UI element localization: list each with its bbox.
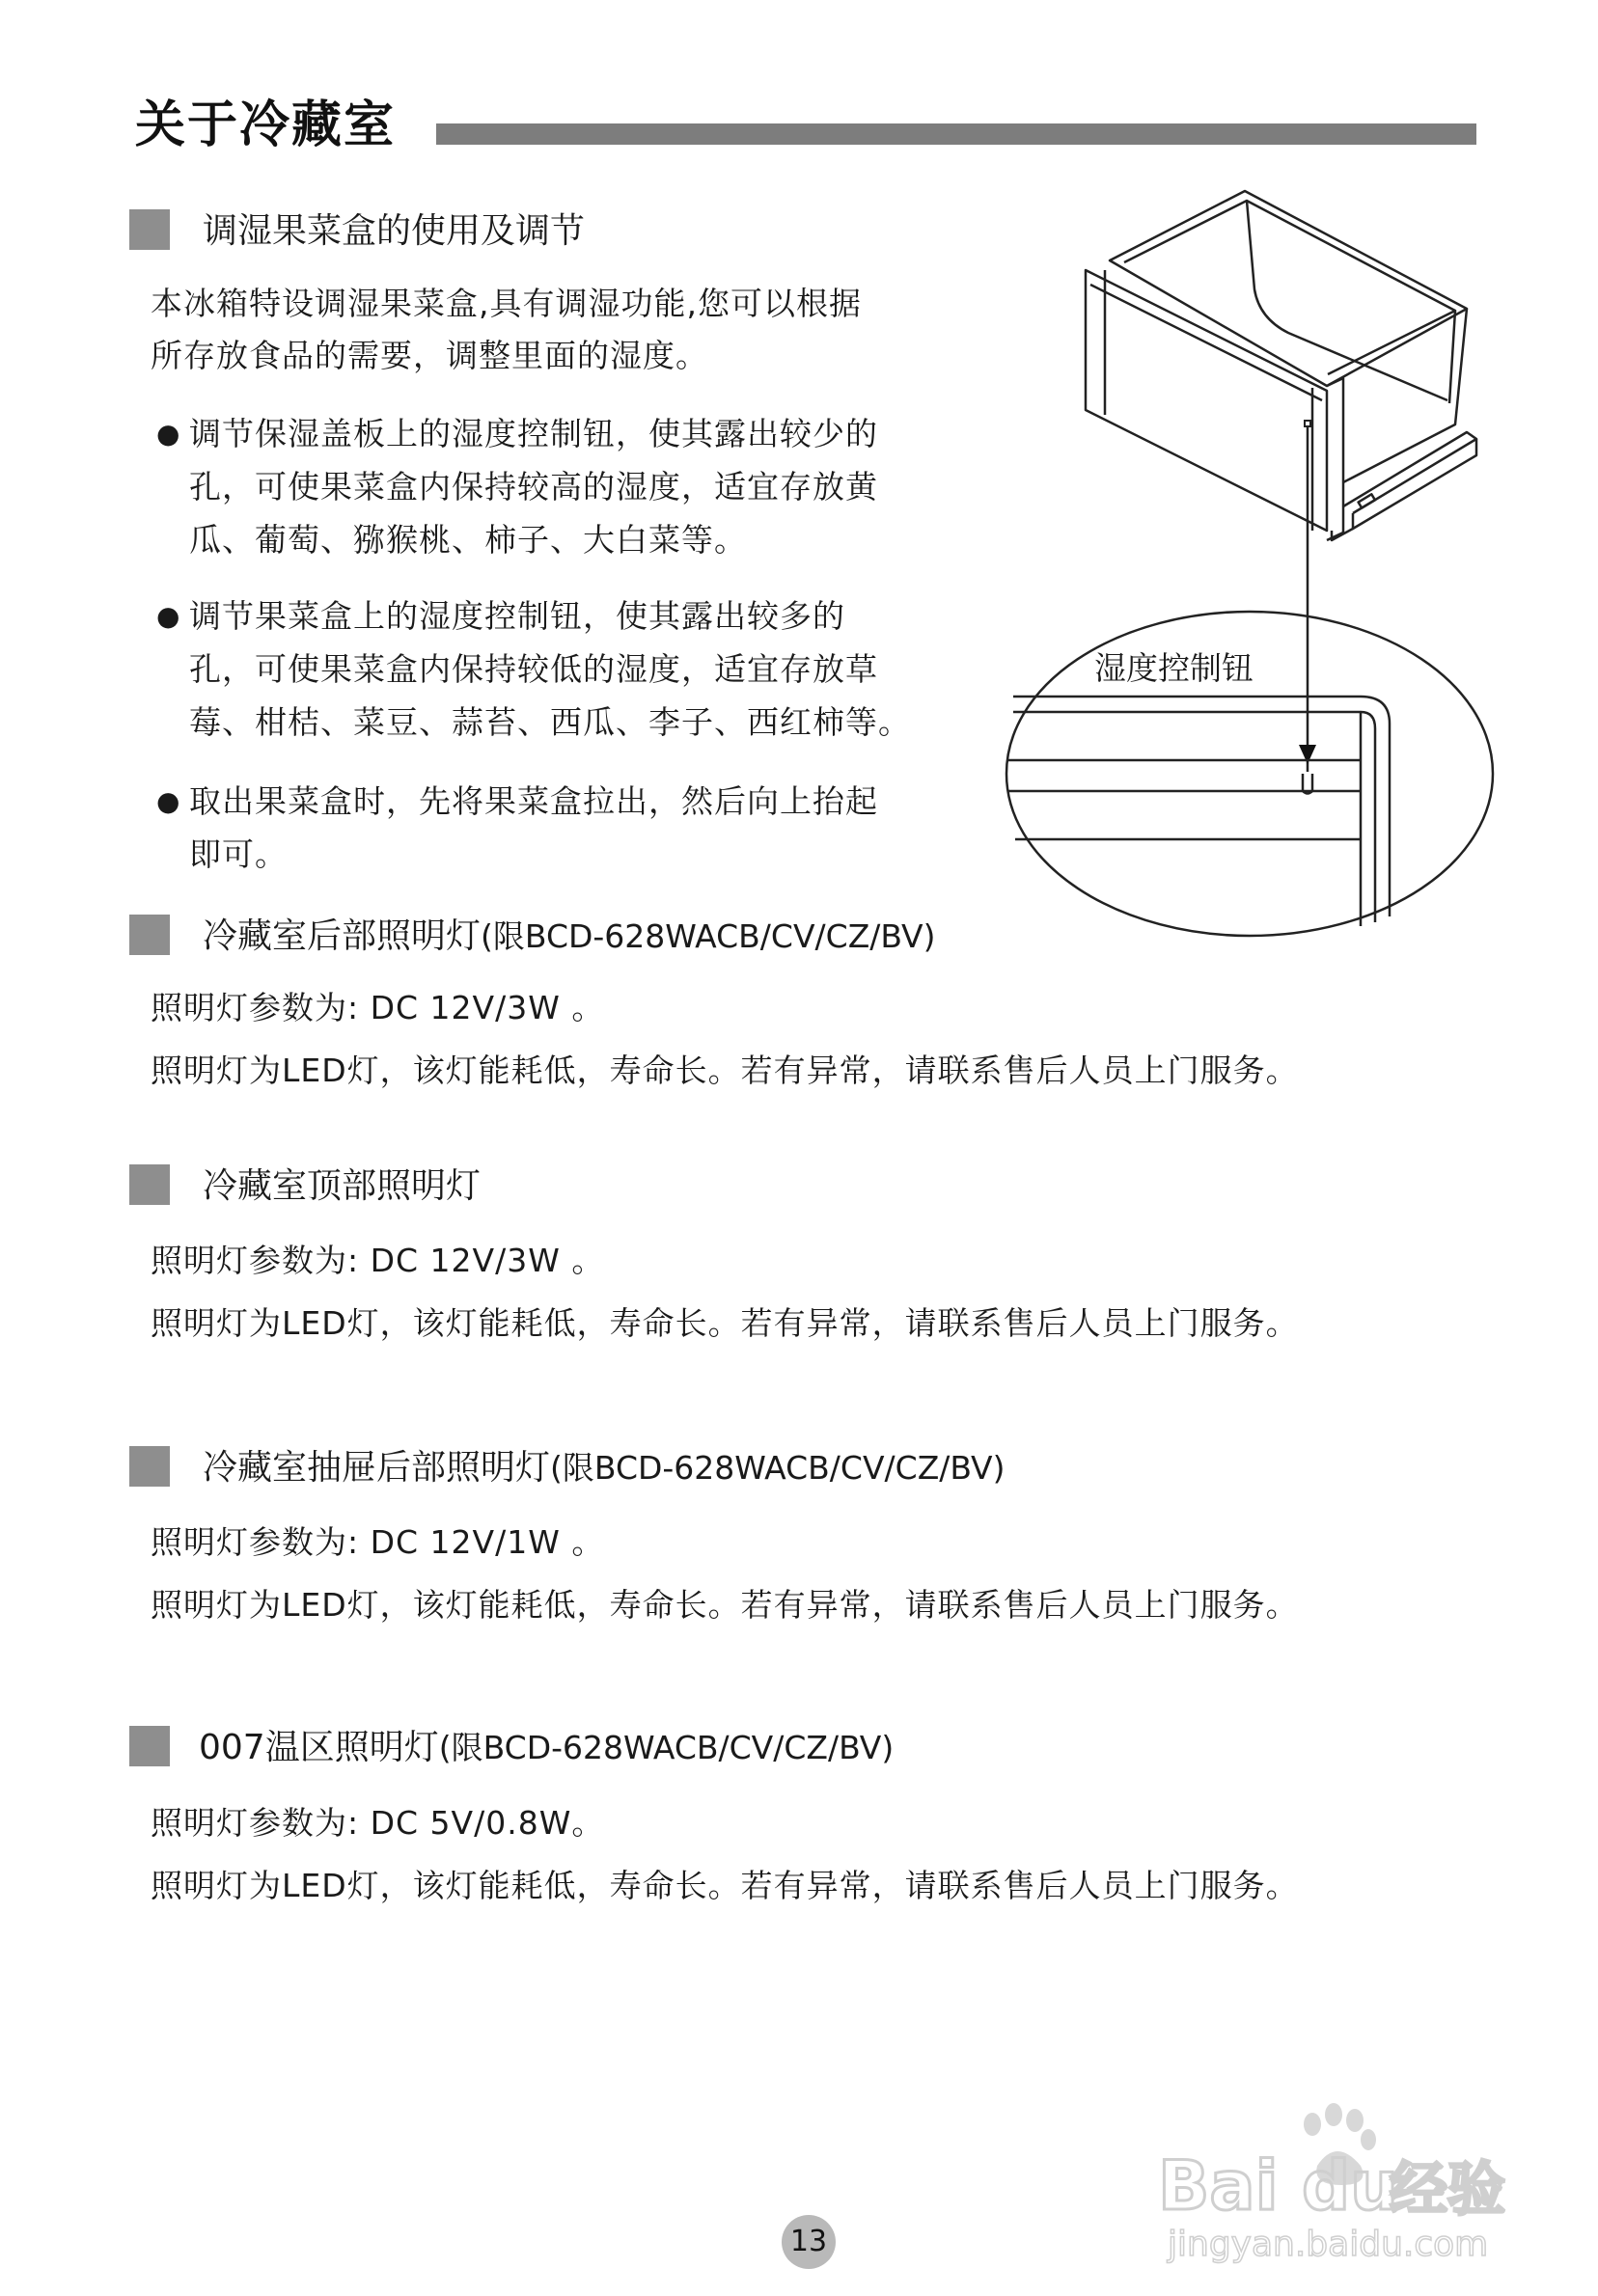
drawer-illustration: [1086, 191, 1476, 540]
page-title: 关于冷藏室: [135, 96, 397, 154]
section-title: 007温区照明灯: [199, 1728, 439, 1767]
zoom-detail: [1007, 697, 1390, 926]
bullet-list: [156, 589, 967, 749]
intro-line: 本冰箱特设调湿果菜盒,具有调湿功能,您可以根据: [151, 285, 862, 322]
bullet-dot-icon: ●: [156, 600, 181, 632]
intro-line: 所存放食品的需要，调整里面的湿度。: [151, 337, 708, 374]
section-model: (限BCD-628WACB/CV/CZ/BV): [550, 1449, 1006, 1487]
bullet-line: 取出果菜盒时，先将果菜盒拉出，然后向上抬起: [189, 782, 878, 820]
bullet-item: [156, 407, 967, 566]
bullet-line: 即可。: [189, 835, 288, 873]
section-marker: [129, 1446, 170, 1487]
bullet-line: 调节保湿盖板上的湿度控制钮，使其露出较少的: [189, 415, 878, 452]
bullet-line: 瓜、葡萄、猕猴桃、柿子、大白菜等。: [189, 521, 747, 559]
section-title: 冷藏室顶部照明灯: [203, 1166, 482, 1206]
section-params: 照明灯参数为: DC 5V/0.8W。: [151, 1804, 605, 1842]
section-note: 照明灯为LED灯，该灯能耗低，寿命长。若有异常，请联系售后人员上门服务。: [151, 1304, 1299, 1342]
bullet-dot-icon: ●: [156, 418, 181, 450]
crisper-intro: [151, 278, 862, 382]
section-heading: [203, 1166, 482, 1206]
section-heading: [199, 1728, 895, 1767]
section-marker: [129, 915, 170, 955]
bullet-list: [156, 407, 967, 566]
watermark-brand: Bai du: [1158, 2146, 1398, 2226]
title-rule: [436, 123, 1476, 145]
bullet-line: 调节果菜盒上的湿度控制钮，使其露出较多的: [189, 597, 845, 635]
watermark-url: jingyan.baidu.com: [1168, 2225, 1489, 2264]
bullet-item: [156, 775, 967, 881]
section-heading: [203, 916, 936, 956]
section-note: 照明灯为LED灯，该灯能耗低，寿命长。若有异常，请联系售后人员上门服务。: [151, 1052, 1299, 1089]
section-title: 冷藏室抽屉后部照明灯: [203, 1448, 551, 1488]
baidu-jingyan-watermark: [1148, 2093, 1554, 2267]
section-note: 照明灯为LED灯，该灯能耗低，寿命长。若有异常，请联系售后人员上门服务。: [151, 1867, 1299, 1904]
section-params: 照明灯参数为: DC 12V/3W 。: [151, 1242, 605, 1279]
bullet-item: [156, 589, 967, 749]
section-model: (限BCD-628WACB/CV/CZ/BV): [438, 1729, 895, 1766]
section-title: 冷藏室后部照明灯: [203, 916, 482, 956]
bullet-list: [156, 775, 967, 881]
section-params: 照明灯参数为: DC 12V/3W 。: [151, 989, 605, 1026]
page-number: 13: [782, 2215, 836, 2269]
section-marker: [129, 1726, 170, 1766]
bullet-dot-icon: ●: [156, 785, 181, 817]
watermark-label: 经验: [1390, 2156, 1505, 2224]
diagram-label: 湿度控制钮: [1094, 649, 1254, 687]
bullet-line: 孔，可使果菜盒内保持较低的湿度，适宜存放草: [189, 650, 878, 688]
knob-marker-icon: [1305, 421, 1310, 426]
section-marker: [129, 1164, 170, 1205]
crisper-drawer-diagram: [994, 174, 1515, 945]
section-marker: [129, 209, 170, 250]
section-model: (限BCD-628WACB/CV/CZ/BV): [481, 917, 936, 955]
crisper-heading: 调湿果菜盒的使用及调节: [203, 211, 586, 251]
bullet-line: 孔，可使果菜盒内保持较高的湿度，适宜存放黄: [189, 468, 878, 506]
bullet-line: 莓、柑桔、菜豆、蒜苔、西瓜、李子、西红柿等。: [189, 703, 911, 741]
section-heading: [203, 1448, 1006, 1488]
section-note: 照明灯为LED灯，该灯能耗低，寿命长。若有异常，请联系售后人员上门服务。: [151, 1586, 1299, 1624]
section-params: 照明灯参数为: DC 12V/1W 。: [151, 1523, 605, 1561]
